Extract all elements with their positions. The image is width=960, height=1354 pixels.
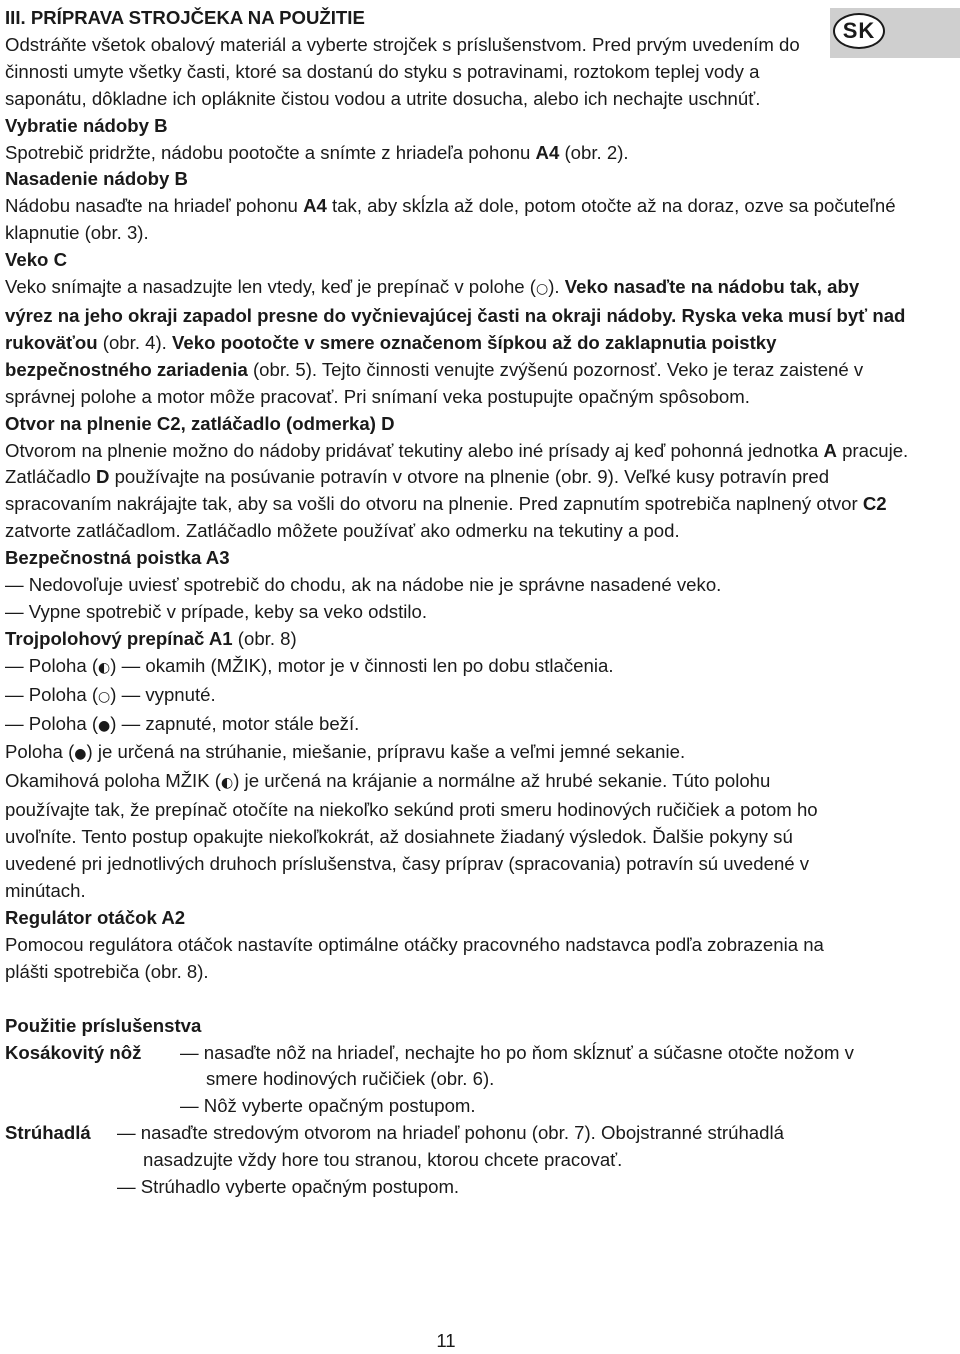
list-item: — nasaďte stredovým otvorom na hriadeľ pohonu (obr. 7). Obojstranné strúhadlá nasadzujte vždy hore tou stranou, ktorou chcete pracovať.: [117, 1122, 784, 1171]
list-item: — Poloha (●) — zapnuté, motor stále beží.: [5, 712, 360, 734]
subheading-accessories: Použitie príslušenstva: [5, 1014, 202, 1036]
paragraph-speed-regulator: Pomocou regulátora otáčok nastavíte optimálne otáčky pracovného nadstavca podľa zobrazenia na plášti spotrebiča (obr. 8).: [5, 933, 824, 982]
section-heading: III. PRÍPRAVA STROJČEKA NA POUŽITIE: [5, 7, 365, 28]
switch-off-icon: ○: [536, 281, 549, 298]
paragraph-switch-pulse: Okamihová poloha MŽIK (◐) je určená na krájanie a normálne až hrubé sekanie. Túto polohu používajte tak, že prepínač otočíte na niekoľko sekúnd proti smeru hodinových ručičiek a potom ho uvoľníte. Tento postup opakujte niekoľkokrát, až dosiahnete žiadaný výsledok. Ďalšie pokyny sú uvedené pri jednotlivých druhoch príslušenstva, časy príprav (spracovania) potravín sú uvedené v minútach.: [5, 770, 818, 901]
subheading-insert-bowl: Nasadenie nádoby B: [5, 168, 188, 190]
list-item: — Poloha (◐) — okamih (MŽIK), motor je v činnosti len po dobu stlačenia.: [5, 654, 614, 676]
list-item: — Nedovoľuje uviesť spotrebič do chodu, ak na nádobe nie je správne nasadené veko.: [5, 574, 722, 596]
subheading-filling-opening: Otvor na plnenie C2, zatláčadlo (odmerka) D: [5, 412, 395, 434]
document-body: [5, 5, 910, 1201]
subheading-remove-bowl: Vybratie nádoby B: [5, 114, 168, 136]
list-item: — Vypne spotrebič v prípade, keby sa veko odstilo.: [5, 600, 428, 622]
accessory-term: Strúhadlá: [5, 1122, 91, 1144]
paragraph-lid: Veko snímajte a nasadzujte len vtedy, keď je prepínač v polohe (○). Veko nasaďte na nádobu tak, aby výrez na jeho okraji zapadol presne do vyčnievajúcej časti na okraji nádoby. Ryska veka musí byť nad rukoväťou (obr. 4). Veko pootočte v smere označenom šípkou až do zaklapnutia poistky bezpečnostného zariadenia (obr. 5). Tejto činnosti venujte zvýšenú pozornosť. Veko je teraz zaistené v správnej polohe a motor môže pracovať. Pri snímaní veka postupujte opačným spôsobom.: [5, 276, 906, 407]
intro-paragraph: Odstráňte všetok obalový materiál a vyberte strojček s príslušenstvom. Pred prvým uvedením do činnosti umyte všetky časti, ktoré sa dostanú do styku s potravinami, roztokom teplej vody a saponátu, dôkladne ich opláknite čistou vodou a utrite dosucha, alebo ich nechajte uschnúť.: [5, 33, 800, 109]
subheading-switch: Trojpolohový prepínač A1 (obr. 8): [5, 627, 297, 649]
accessory-knife: [5, 1040, 910, 1121]
paragraph-remove-bowl: Spotrebič pridržte, nádobu pootočte a snímte z hriadeľa pohonu A4 (obr. 2).: [5, 141, 629, 163]
list-item: — nasaďte nôž na hriadeľ, nechajte ho po ňom skĺznuť a súčasne otočte nožom v smere hodinových ručičiek (obr. 6).: [180, 1041, 854, 1090]
subheading-lid: Veko C: [5, 249, 68, 271]
paragraph-filling-opening: Otvorom na plnenie možno do nádoby pridávať tekutiny alebo iné prísady aj keď pohonná jednotka A pracuje. Zatláčadlo D používajte na posúvanie potravín v otvore na plnenie (obr. 9). Veľké kusy potravín pred spracovaním nakrájajte tak, aby sa vošli do otvoru na plnenie. Pred zapnutím spotrebiča naplnený otvor C2 zatvorte zatláčadlom. Zatláčadlo môžete používať ako odmerku na tekutiny a pod.: [5, 439, 909, 542]
paragraph-insert-bowl: Nádobu nasaďte na hriadeľ pohonu A4 tak, aby skĺzla až dole, potom otočte až na doraz, ozve sa počuteľné klapnutie (obr. 3).: [5, 195, 896, 244]
list-item: — Poloha (○) — vypnuté.: [5, 683, 216, 705]
subheading-speed-regulator: Regulátor otáčok A2: [5, 906, 186, 928]
paragraph-switch-on: Poloha (●) je určená na strúhanie, miešanie, prípravu kaše a veľmi jemné sekanie.: [5, 741, 686, 763]
language-badge: SK: [833, 13, 885, 49]
switch-on-icon: ●: [74, 746, 87, 763]
accessory-grater: [5, 1120, 910, 1201]
subheading-safety-lock: Bezpečnostná poistka A3: [5, 547, 230, 569]
page-number: 11: [436, 1330, 456, 1351]
switch-pulse-icon: ◐: [220, 775, 234, 792]
accessory-term: Kosákovitý nôž: [5, 1041, 142, 1063]
list-item: — Nôž vyberte opačným postupom.: [180, 1095, 476, 1117]
switch-pulse-icon: ◐: [98, 659, 111, 676]
list-item: — Strúhadlo vyberte opačným postupom.: [117, 1176, 460, 1198]
switch-on-icon: ●: [98, 717, 111, 734]
switch-off-icon: ○: [98, 688, 111, 705]
